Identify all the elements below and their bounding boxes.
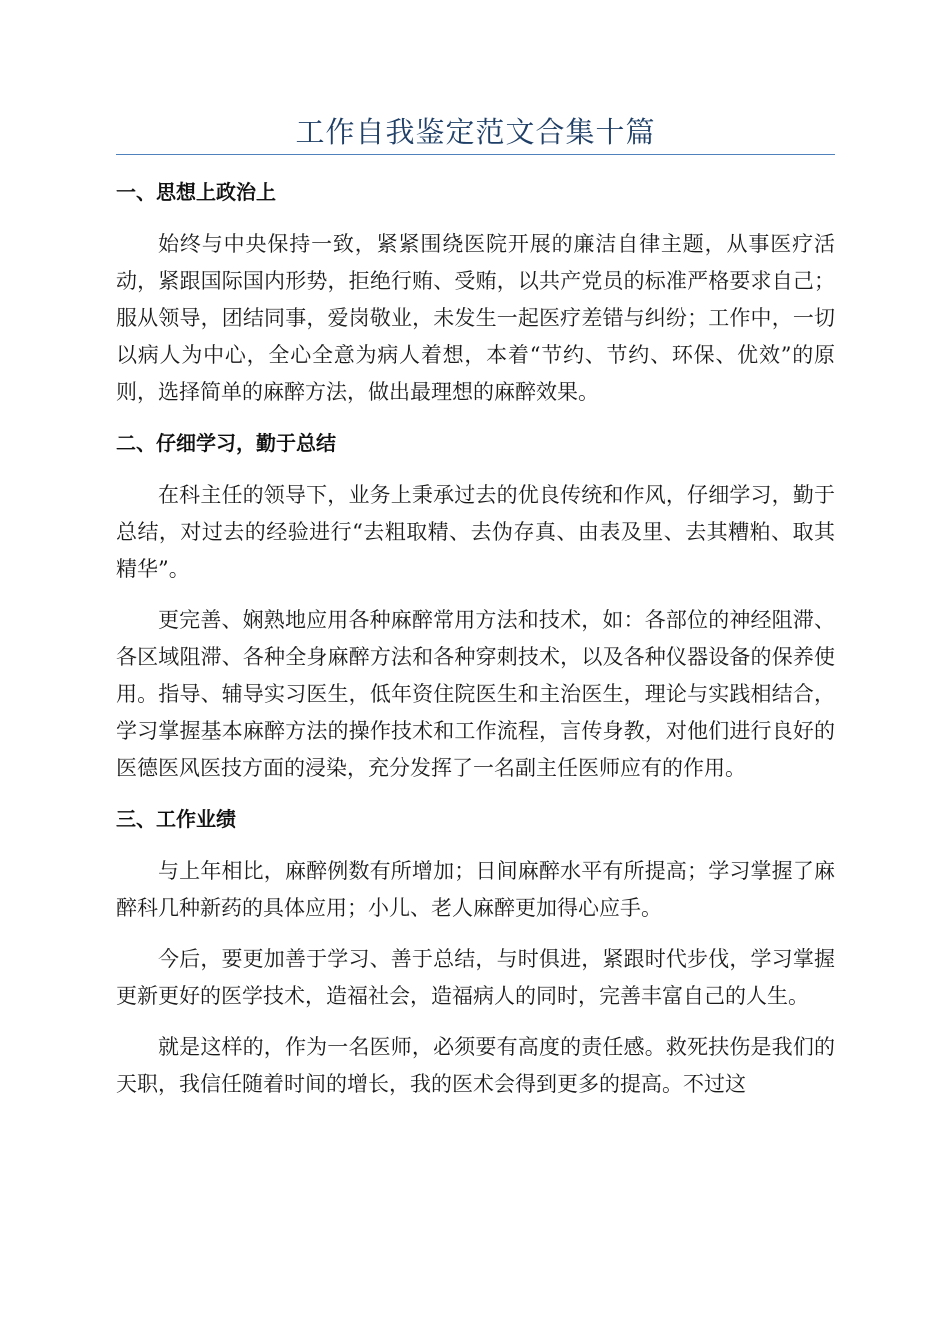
paragraph: 在科主任的领导下，业务上秉承过去的优良传统和作风，仔细学习，勤于总结，对过去的经验进行“去粗取精、去伪存真、由表及里、去其糟粕、取其精华”。 — [116, 483, 835, 581]
section-heading: 一、思想上政治上 — [116, 180, 276, 204]
section-study — [116, 425, 835, 787]
section-heading: 二、仔细学习，勤于总结 — [116, 431, 336, 455]
title-underline — [116, 154, 835, 155]
paragraph: 就是这样的，作为一名医师，必须要有高度的责任感。救死扶伤是我们的天职，我信任随着时间的增长，我的医术会得到更多的提高。不过这 — [116, 1035, 835, 1096]
section-heading: 三、工作业绩 — [116, 807, 236, 831]
section-achievements — [116, 801, 835, 1103]
paragraph: 今后，要更加善于学习、善于总结，与时俱进，紧跟时代步伐，学习掌握更新更好的医学技术，造福社会，造福病人的同时，完善丰富自己的人生。 — [116, 947, 835, 1008]
document-body — [116, 174, 835, 1103]
paragraph: 始终与中央保持一致，紧紧围绕医院开展的廉洁自律主题，从事医疗活动，紧跟国际国内形势，拒绝行贿、受贿，以共产党员的标准严格要求自己；服从领导，团结同事，爱岗敬业，未发生一起医疗差错与纠纷；工作中，一切以病人为中心，全心全意为病人着想，本着“节约、节约、环保、优效”的原则，选择简单的麻醉方法，做出最理想的麻醉效果。 — [116, 232, 836, 404]
paragraph: 更完善、娴熟地应用各种麻醉常用方法和技术，如：各部位的神经阻滞、各区域阻滞、各种全身麻醉方法和各种穿刺技术，以及各种仪器设备的保养使用。指导、辅导实习医生，低年资住院医生和主治医生，理论与实践相结合，学习掌握基本麻醉方法的操作技术和工作流程，言传身教，对他们进行良好的医德医风医技方面的浸染，充分发挥了一名副主任医师应有的作用。 — [116, 608, 835, 780]
section-politics — [116, 174, 835, 411]
document-title: 工作自我鉴定范文合集十篇 — [295, 115, 656, 149]
paragraph: 与上年相比，麻醉例数有所增加；日间麻醉水平有所提高；学习掌握了麻醉科几种新药的具体应用；小儿、老人麻醉更加得心应手。 — [116, 859, 835, 920]
